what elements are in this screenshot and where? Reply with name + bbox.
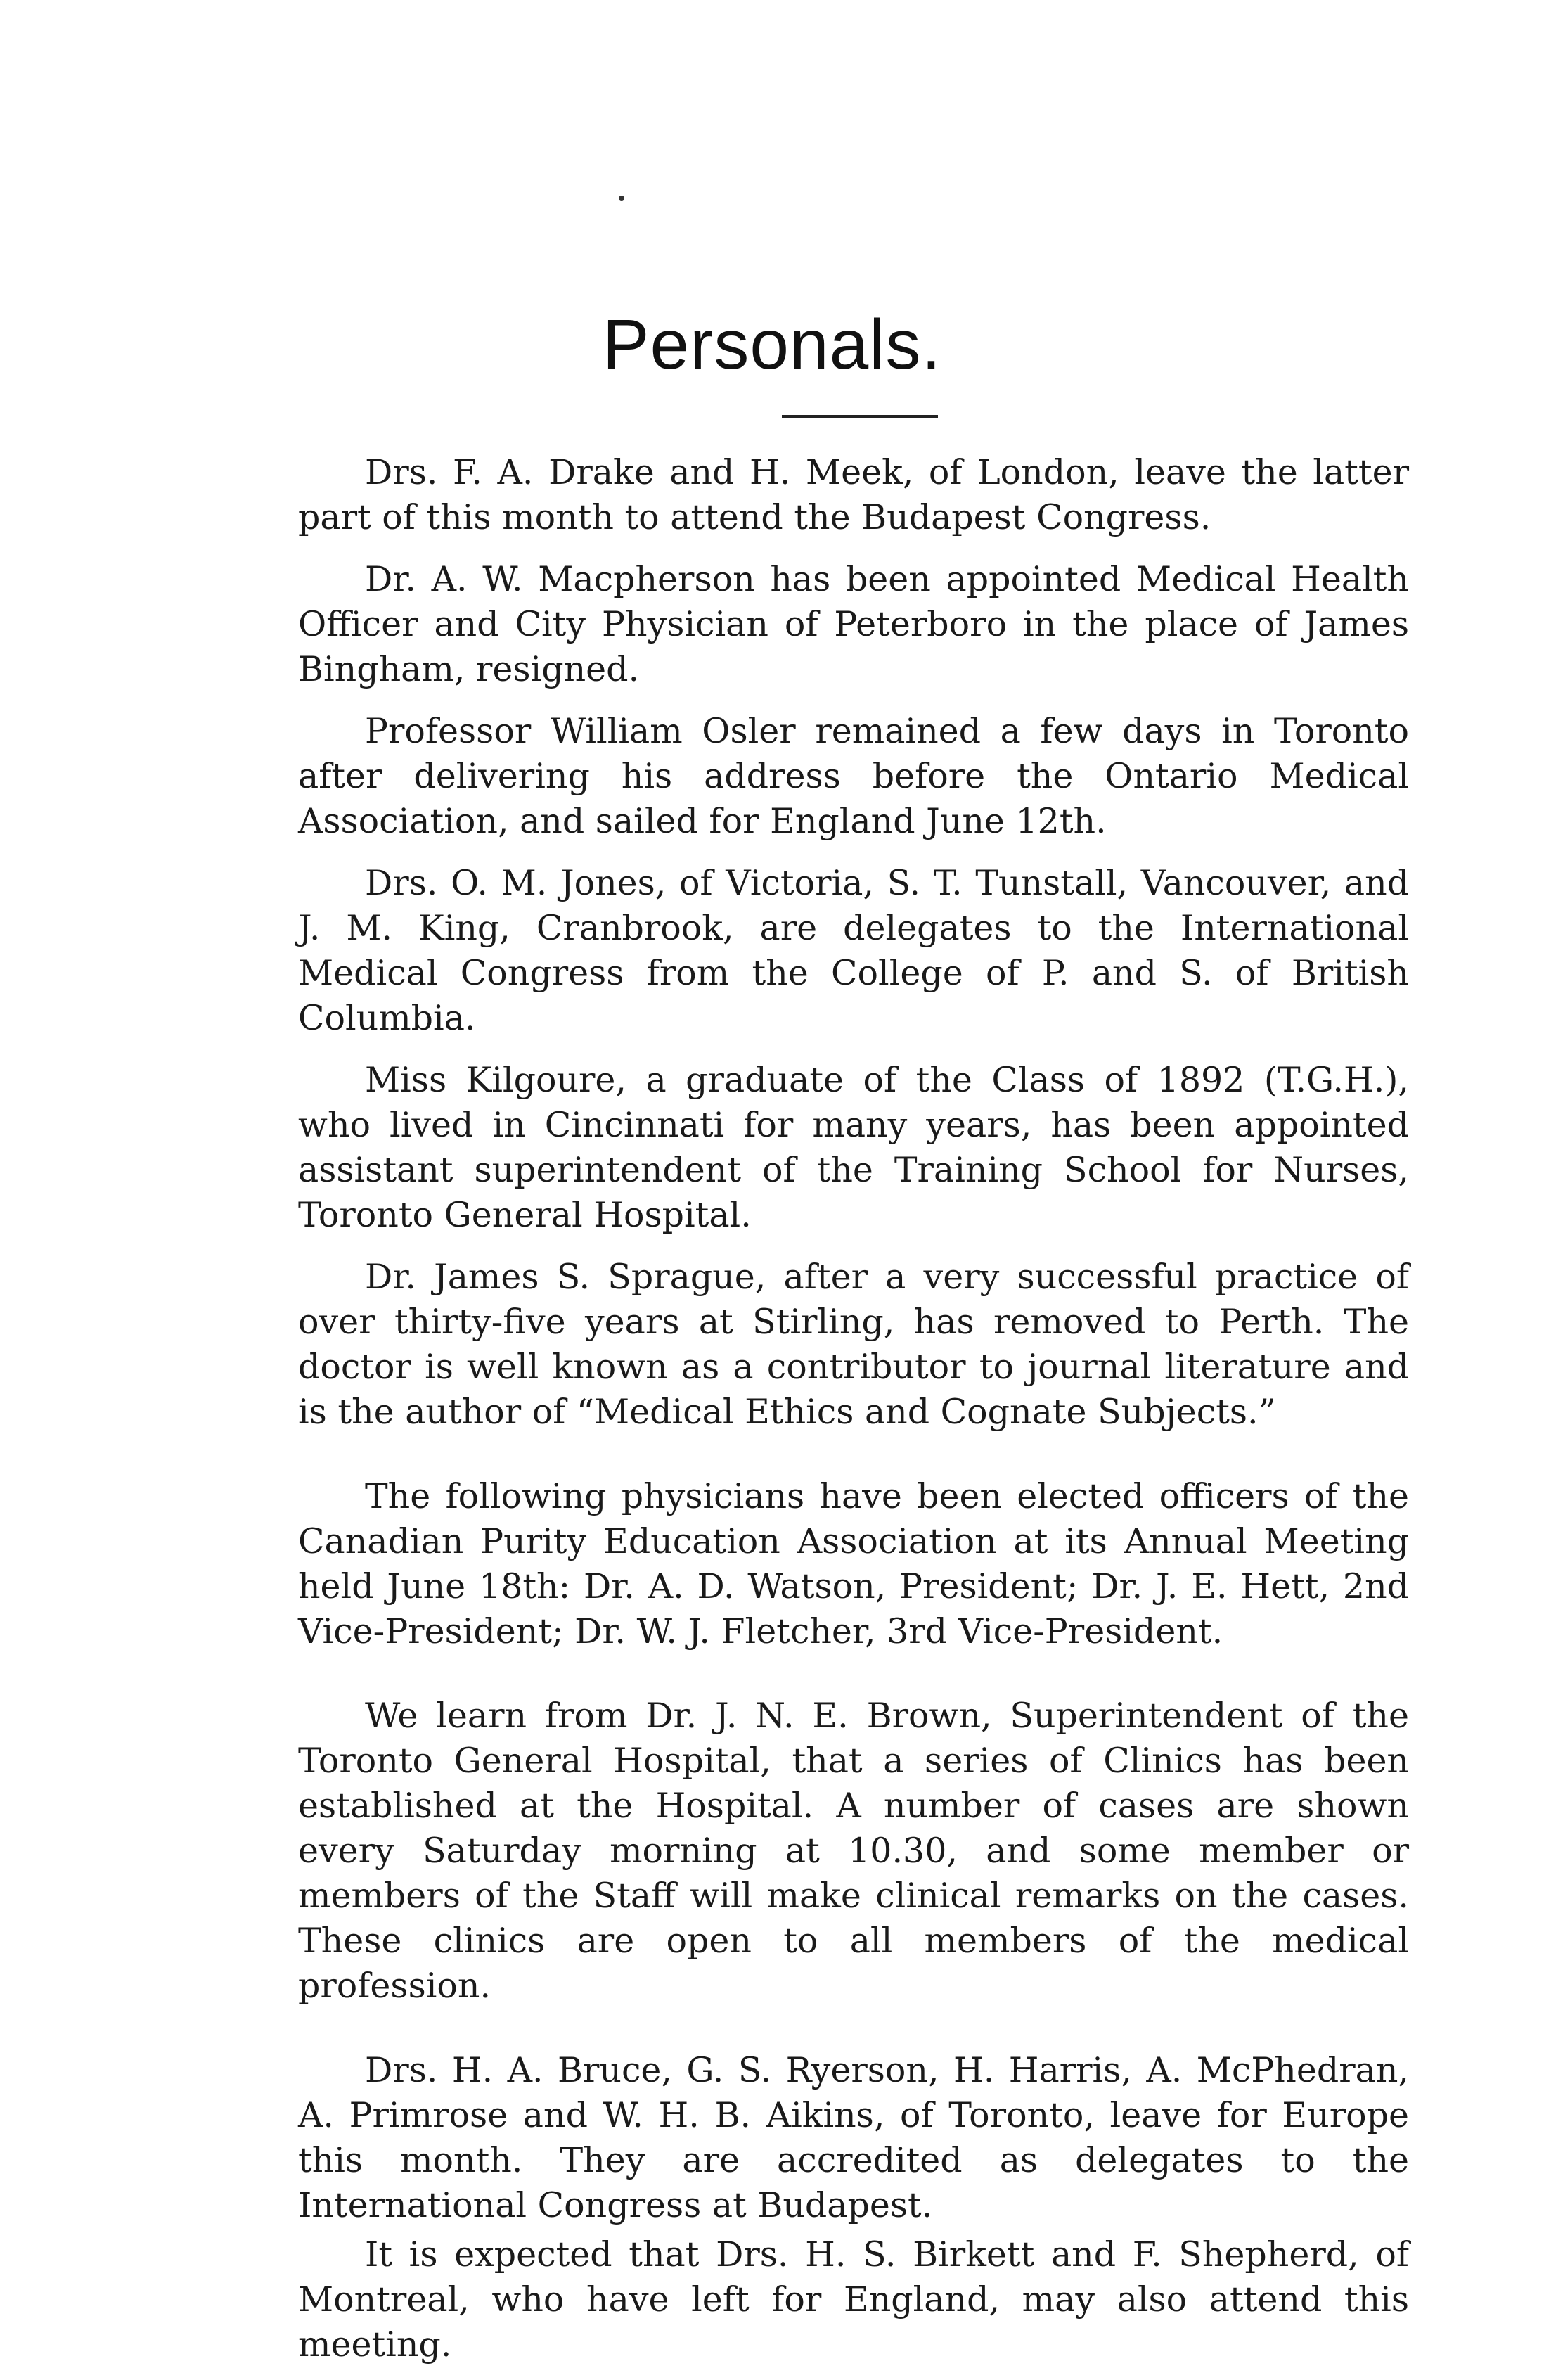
paragraph-macpherson: Dr. A. W. Macpherson has been appointed Medical Health Officer and City Physician of Peterboro in the place of James Bingham, resigned. [298,559,1409,689]
title-rule [782,415,938,418]
paragraph-toronto-delegates: Drs. H. A. Bruce, G. S. Ryerson, H. Harris, A. McPhedran, A. Primrose and W. H. B. Aikins, of Toronto, leave for Europe this month. They are accredited as delegates to the International Congress at Budapest. [298,2050,1409,2225]
paragraph-osler: Professor William Osler remained a few days in Toronto after delivering his address before the Ontario Medical Association, and sailed for England June 12th. [298,711,1409,841]
ink-speck [619,196,624,201]
paragraph-sprague: Dr. James S. Sprague, after a very successful practice of over thirty-five years at Stirling, has removed to Perth. The doctor is well known as a contributor to journal literature and is the author of “Medical Ethics and Cognate Subjects.” [298,1257,1409,1432]
page-title: Personals. [602,305,942,384]
paragraph-purity-association: The following physicians have been elected officers of the Canadian Purity Education Association at its Annual Meeting held June 18th: Dr. A. D. Watson, President; Dr. J. E. Hett, 2nd Vice-President; Dr. W. J. Fletcher, 3rd Vice-President. [298,1476,1409,1651]
paragraph-montreal-delegates: It is expected that Drs. H. S. Birkett and F. Shepherd, of Montreal, who have left for England, may also attend this meeting. [298,2234,1409,2365]
paragraph-drake-meek: Drs. F. A. Drake and H. Meek, of London, leave the latter part of this month to attend the Budapest Congress. [298,452,1409,537]
paragraph-bc-delegates: Drs. O. M. Jones, of Victoria, S. T. Tunstall, Vancouver, and J. M. King, Cranbrook, are delegates to the International Medical Congress from the College of P. and S. of British Columbia. [298,863,1409,1038]
paragraph-kilgoure: Miss Kilgoure, a graduate of the Class of 1892 (T.G.H.), who lived in Cincinnati for many years, has been appointed assistant superintendent of the Training School for Nurses, Toronto General Hospital. [298,1060,1409,1235]
paragraph-clinics: We learn from Dr. J. N. E. Brown, Superintendent of the Toronto General Hospital, that a series of Clinics has been established at the Hospital. A number of cases are shown every Saturday morning at 10.30, and some member or members of the Staff will make clinical remarks on the cases. These clinics are open to all members of the medical profession. [298,1696,1409,2006]
article-body [298,450,1409,2367]
